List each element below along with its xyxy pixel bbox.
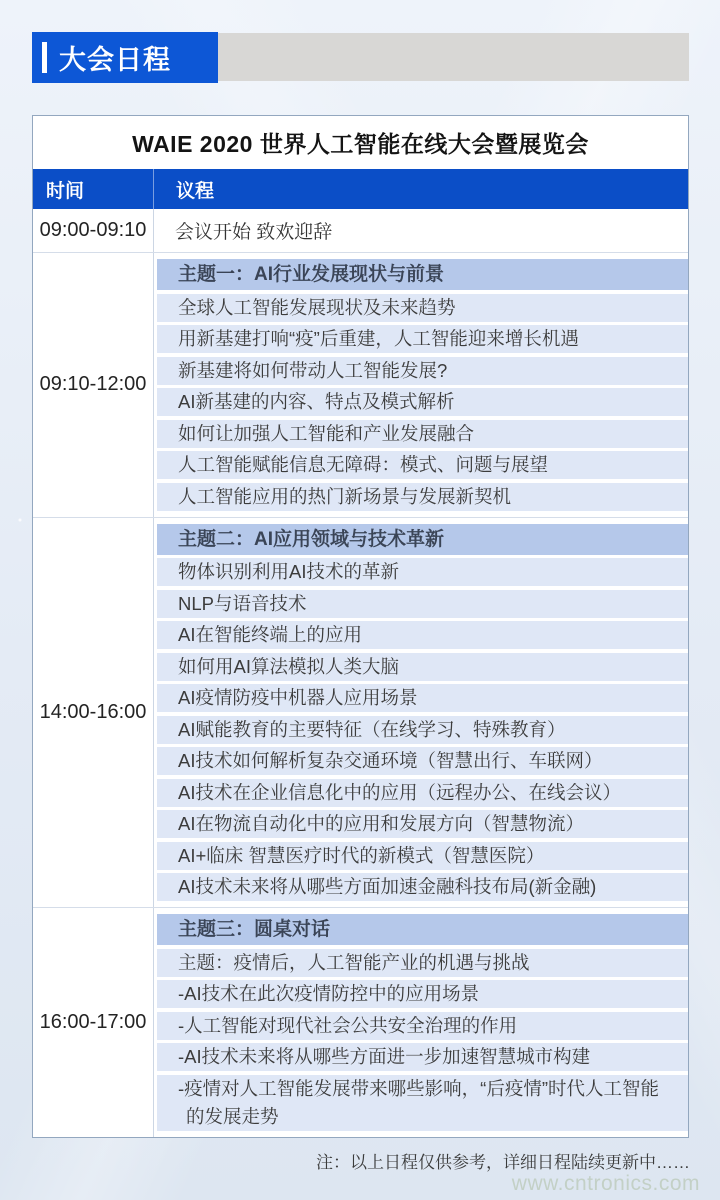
footnote: 注：以上日程仅供参考，详细日程陆续更新中…… [316,1153,690,1172]
session-theme: 主题二：AI应用领域与技术革新 [157,524,688,555]
session-theme: 主题一：AI行业发展现状与前景 [157,259,688,290]
opening-agenda: 会议开始 致欢迎辞 [175,222,333,243]
agenda-item: AI技术未来将从哪些方面加速金融科技布局(新金融) [157,873,688,901]
column-header-time: 时间 [33,169,154,209]
badge-accent-bar [42,42,47,73]
agenda-item: -人工智能对现代社会公共安全治理的作用 [157,1012,688,1040]
agenda-item: AI新基建的内容、特点及模式解析 [157,388,688,416]
session-row [33,907,688,1137]
watermark: www.cntronics.com [511,1172,700,1195]
agenda-item: AI技术如何解析复杂交通环境（智慧出行、车联网） [157,747,688,775]
agenda-item: -AI技术未来将从哪些方面进一步加速智慧城市构建 [157,1043,688,1071]
agenda-item: AI在智能终端上的应用 [157,621,688,649]
agenda-item: 新基建将如何带动人工智能发展? [157,357,688,385]
schedule-card [32,115,689,1138]
agenda-item: 人工智能应用的热门新场景与发展新契机 [157,483,688,511]
agenda-badge [32,32,218,83]
session-time: 09:10-12:00 [33,253,154,517]
agenda-item: 用新基建打响“疫”后重建，人工智能迎来增长机遇 [157,325,688,353]
session-rows [33,253,688,1137]
agenda-item: NLP与语音技术 [157,590,688,618]
agenda-item: 如何用AI算法模拟人类大脑 [157,653,688,681]
opening-row [33,209,688,253]
session-agenda-cell [154,253,688,517]
agenda-item: 物体识别利用AI技术的革新 [157,558,688,586]
agenda-item: AI+临床 智慧医疗时代的新模式（智慧医院） [157,842,688,870]
agenda-item: 主题：疫情后，人工智能产业的机遇与挑战 [157,949,688,977]
agenda-item: AI赋能教育的主要特征（在线学习、特殊教育） [157,716,688,744]
agenda-item: AI技术在企业信息化中的应用（远程办公、在线会议） [157,779,688,807]
agenda-item: -AI技术在此次疫情防控中的应用场景 [157,980,688,1008]
table-header-row [33,169,688,209]
session-agenda-cell [154,908,688,1137]
agenda-item: -疫情对人工智能发展带来哪些影响，“后疫情”时代人工智能的发展走势 [157,1075,688,1131]
agenda-item: 人工智能赋能信息无障碍：模式、问题与展望 [157,451,688,479]
session-agenda-cell [154,518,688,908]
session-time: 16:00-17:00 [33,908,154,1137]
badge-label: 大会日程 [59,45,171,75]
agenda-item: 如何让加强人工智能和产业发展融合 [157,420,688,448]
agenda-item: AI在物流自动化中的应用和发展方向（智慧物流） [157,810,688,838]
opening-time: 09:00-09:10 [33,209,154,252]
session-row [33,253,688,517]
session-time: 14:00-16:00 [33,518,154,908]
conference-title: WAIE 2020 世界人工智能在线大会暨展览会 [132,131,589,157]
session-theme: 主题三：圆桌对话 [157,914,688,945]
agenda-item: 全球人工智能发展现状及未来趋势 [157,294,688,322]
column-header-agenda: 议程 [176,180,215,202]
session-row [33,517,688,908]
agenda-item: AI疫情防疫中机器人应用场景 [157,684,688,712]
